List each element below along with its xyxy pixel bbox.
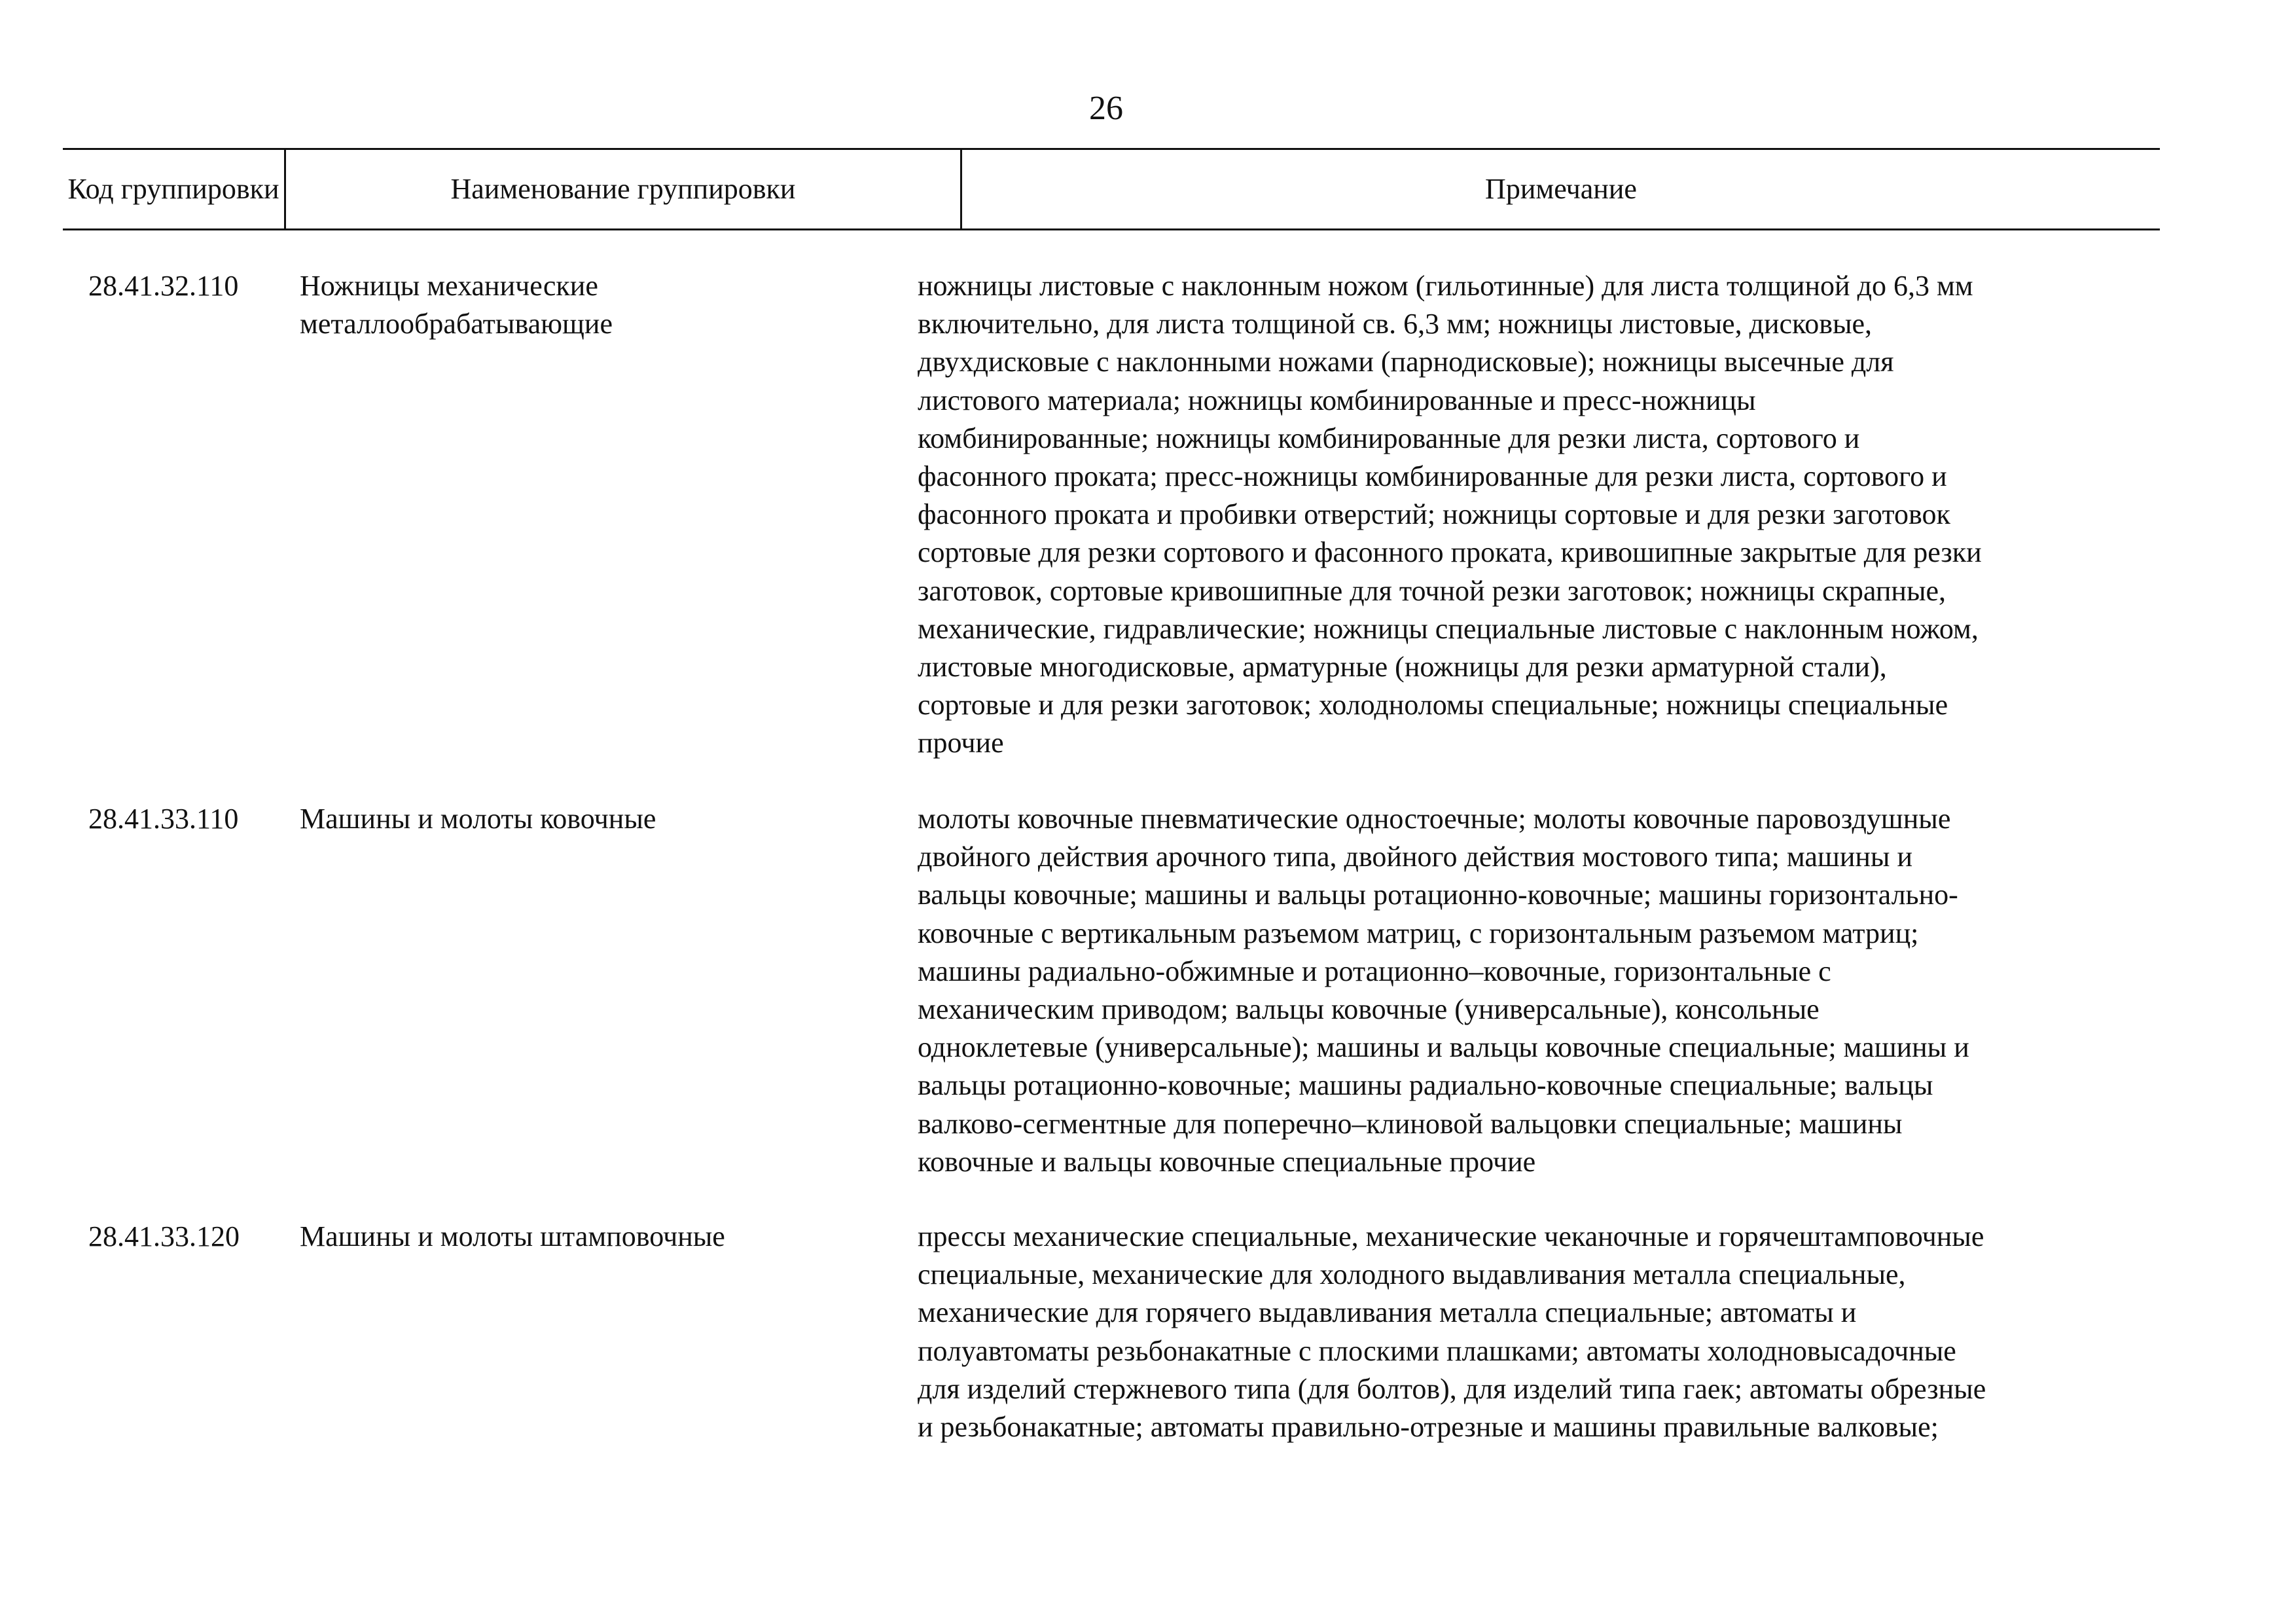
note-line: для изделий стержневого типа (для болтов), для изделий типа гаек; автоматы обрезные bbox=[918, 1372, 1986, 1405]
note-line: листовые многодисковые, арматурные (ножницы для резки арматурной стали), bbox=[918, 651, 1887, 684]
note-line: включительно, для листа толщиной св. 6,3 мм; ножницы листовые, дисковые, bbox=[918, 308, 1873, 340]
note-line: листового материала; ножницы комбинированные и пресс-ножницы bbox=[918, 384, 1756, 416]
note-line: ковочные и вальцы ковочные специальные прочие bbox=[918, 1145, 1536, 1178]
note-line: прессы механические специальные, механические чеканочные и горячештамповочные bbox=[918, 1220, 1984, 1252]
table-header bbox=[63, 148, 2160, 230]
note-line: заготовок, сортовые кривошипные для точной резки заготовок; ножницы скрапные, bbox=[918, 574, 1946, 607]
note-line: фасонного проката; пресс-ножницы комбинированные для резки листа, сортового и bbox=[918, 460, 1947, 493]
note-line: прочие bbox=[918, 727, 1004, 759]
header-code: Код группировки bbox=[63, 150, 286, 228]
note-line: механические для горячего выдавливания металла специальные; автоматы и bbox=[918, 1296, 1857, 1329]
page-number: 26 bbox=[1089, 90, 1123, 127]
note-line: комбинированные; ножницы комбинированные для резки листа, сортового и bbox=[918, 422, 1860, 454]
note-line: фасонного проката и пробивки отверстий; ножницы сортовые и для резки заготовок bbox=[918, 498, 1950, 531]
note-line: и резьбонакатные; автоматы правильно-отрезные и машины правильные валковые; bbox=[918, 1411, 1939, 1444]
note-line: полуавтоматы резьбонакатные с плоскими плашками; автоматы холодновысадочные bbox=[918, 1334, 1956, 1367]
note-line: ковочные с вертикальным разъемом матриц, с горизонтальным разъемом матриц; bbox=[918, 917, 1919, 949]
row-code: 28.41.33.110 bbox=[88, 803, 239, 835]
row-note bbox=[918, 800, 2148, 1181]
note-line: вальцы ковочные; машины и вальцы ротационно-ковочные; машины горизонтально- bbox=[918, 879, 1958, 911]
note-line: ножницы листовые с наклонным ножом (гильотинные) для листа толщиной до 6,3 мм bbox=[918, 270, 1973, 302]
note-line: двухдисковые с наклонными ножами (парнодисковые); ножницы высечные для bbox=[918, 346, 1894, 378]
note-line: специальные, механические для холодного выдавливания металла специальные, bbox=[918, 1258, 1906, 1291]
note-line: механическим приводом; вальцы ковочные (универсальные), консольные bbox=[918, 993, 1820, 1026]
note-line: сортовые для резки сортового и фасонного проката, кривошипные закрытые для резки bbox=[918, 536, 1982, 569]
row-name: Машины и молоты штамповочные bbox=[300, 1220, 725, 1252]
note-line: валково-сегментные для поперечно–клиновой вальцовки специальные; машины bbox=[918, 1107, 1903, 1140]
note-line: одноклетевые (универсальные); машины и вальцы ковочные специальные; машины и bbox=[918, 1031, 1969, 1064]
note-line: сортовые и для резки заготовок; холодноломы специальные; ножницы специальные bbox=[918, 689, 1948, 721]
row-name: Машины и молоты ковочные bbox=[300, 803, 656, 835]
row-name: Ножницы механические металлообрабатывающие bbox=[300, 270, 613, 340]
row-note bbox=[918, 267, 2148, 763]
header-note: Примечание bbox=[1485, 173, 1637, 205]
note-line: молоты ковочные пневматические одностоечные; молоты ковочные паровоздушные bbox=[918, 803, 1951, 835]
row-code: 28.41.33.120 bbox=[88, 1220, 240, 1252]
note-line: вальцы ротационно-ковочные; машины радиально-ковочные специальные; вальцы bbox=[918, 1069, 1933, 1102]
header-name: Наименование группировки bbox=[286, 150, 962, 228]
note-line: механические, гидравлические; ножницы специальные листовые с наклонным ножом, bbox=[918, 612, 1979, 645]
row-code: 28.41.32.110 bbox=[88, 270, 239, 302]
row-note bbox=[918, 1218, 2148, 1446]
note-line: двойного действия арочного типа, двойного действия мостового типа; машины и bbox=[918, 841, 1913, 873]
note-line: машины радиально-обжимные и ротационно–ковочные, горизонтальные с bbox=[918, 955, 1831, 987]
